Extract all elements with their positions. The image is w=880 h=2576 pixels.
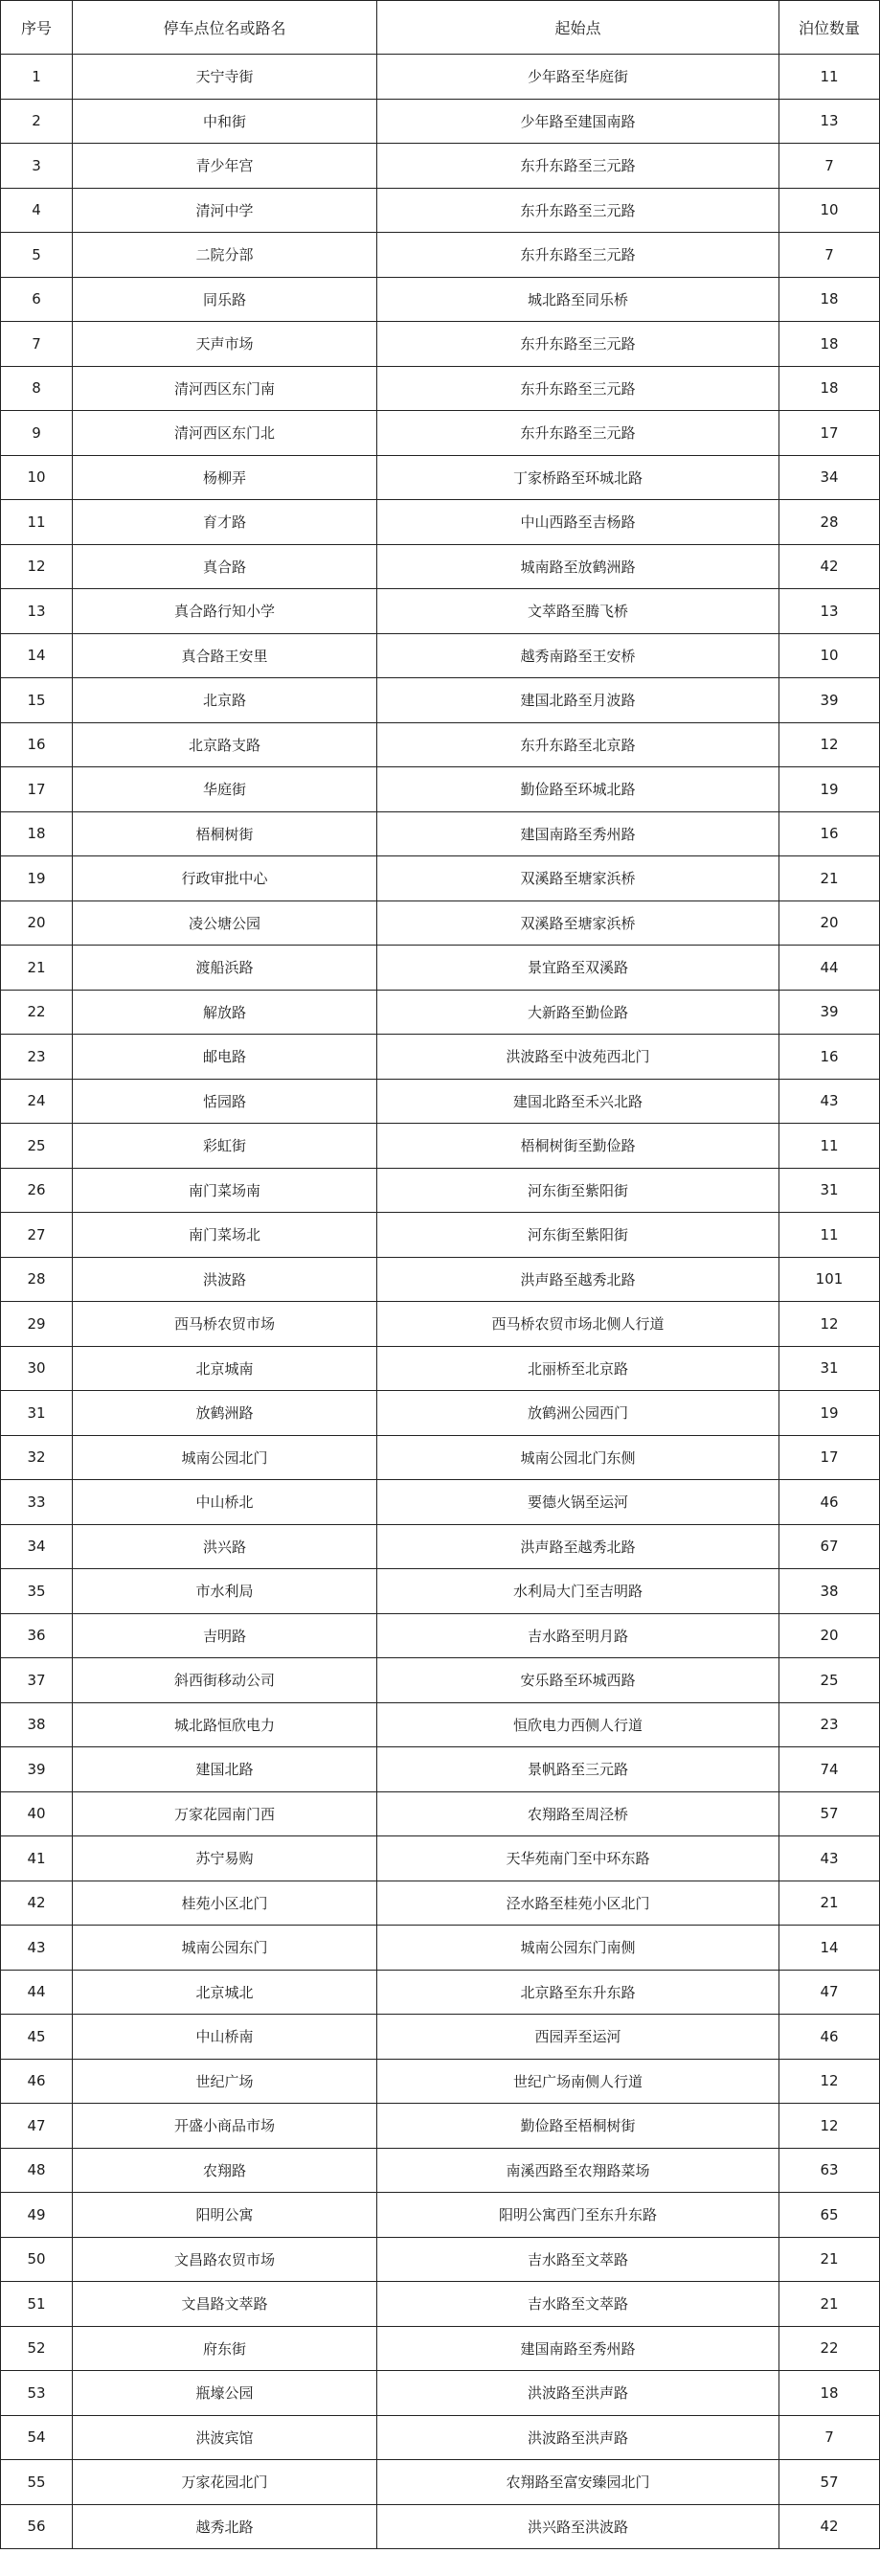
cell-spot-name: 文昌路农贸市场 (73, 2237, 377, 2282)
table-row (1, 1391, 880, 1436)
cell-berth-count: 18 (779, 277, 880, 322)
cell-index: 51 (1, 2282, 73, 2327)
cell-start-end: 洪声路至越秀北路 (377, 1524, 779, 1569)
cell-start-end: 景宜路至双溪路 (377, 946, 779, 991)
cell-start-end: 勤俭路至环城北路 (377, 767, 779, 812)
cell-start-end: 洪波路至洪声路 (377, 2371, 779, 2416)
cell-start-end: 建国南路至秀州路 (377, 811, 779, 856)
cell-index: 23 (1, 1035, 73, 1080)
cell-start-end: 西马桥农贸市场北侧人行道 (377, 1302, 779, 1347)
cell-index: 3 (1, 144, 73, 189)
table-row (1, 455, 880, 500)
cell-index: 55 (1, 2460, 73, 2505)
table-row (1, 1435, 880, 1480)
cell-index: 19 (1, 856, 73, 901)
cell-spot-name: 同乐路 (73, 277, 377, 322)
cell-start-end: 双溪路至塘家浜桥 (377, 900, 779, 946)
table-row (1, 233, 880, 278)
cell-berth-count: 10 (779, 633, 880, 678)
cell-start-end: 双溪路至塘家浜桥 (377, 856, 779, 901)
cell-spot-name: 天宁寺街 (73, 55, 377, 100)
table-row (1, 1524, 880, 1569)
cell-spot-name: 南门菜场北 (73, 1213, 377, 1258)
table-row (1, 633, 880, 678)
cell-spot-name: 渡船浜路 (73, 946, 377, 991)
cell-berth-count: 21 (779, 2282, 880, 2327)
cell-berth-count: 21 (779, 1881, 880, 1926)
table-row (1, 1613, 880, 1658)
cell-berth-count: 11 (779, 1213, 880, 1258)
table-row (1, 1124, 880, 1169)
table-row (1, 411, 880, 456)
cell-start-end: 吉水路至明月路 (377, 1613, 779, 1658)
cell-start-end: 农翔路至周泾桥 (377, 1791, 779, 1836)
cell-berth-count: 18 (779, 322, 880, 367)
table-row (1, 990, 880, 1035)
cell-index: 21 (1, 946, 73, 991)
cell-berth-count: 17 (779, 411, 880, 456)
cell-index: 11 (1, 500, 73, 545)
cell-spot-name: 彩虹街 (73, 1124, 377, 1169)
cell-index: 29 (1, 1302, 73, 1347)
cell-spot-name: 二院分部 (73, 233, 377, 278)
cell-index: 43 (1, 1926, 73, 1971)
table-row (1, 856, 880, 901)
cell-spot-name: 建国北路 (73, 1747, 377, 1792)
cell-spot-name: 开盛小商品市场 (73, 2104, 377, 2149)
table-row (1, 1970, 880, 2015)
table-row (1, 1035, 880, 1080)
cell-berth-count: 19 (779, 1391, 880, 1436)
table-row (1, 144, 880, 189)
table-row (1, 1569, 880, 1614)
cell-berth-count: 20 (779, 900, 880, 946)
cell-spot-name: 瓶壕公园 (73, 2371, 377, 2416)
cell-index: 47 (1, 2104, 73, 2149)
cell-index: 4 (1, 188, 73, 233)
table-row (1, 55, 880, 100)
cell-index: 39 (1, 1747, 73, 1792)
cell-start-end: 少年路至华庭街 (377, 55, 779, 100)
table-row (1, 277, 880, 322)
cell-start-end: 城南公园东门南侧 (377, 1926, 779, 1971)
cell-berth-count: 12 (779, 2059, 880, 2104)
table-row (1, 1658, 880, 1703)
cell-index: 14 (1, 633, 73, 678)
cell-start-end: 世纪广场南侧人行道 (377, 2059, 779, 2104)
cell-berth-count: 31 (779, 1168, 880, 1213)
cell-spot-name: 北京城南 (73, 1346, 377, 1391)
table-row (1, 99, 880, 144)
cell-berth-count: 21 (779, 2237, 880, 2282)
cell-index: 42 (1, 1881, 73, 1926)
cell-berth-count: 23 (779, 1702, 880, 1747)
cell-spot-name: 清河中学 (73, 188, 377, 233)
cell-index: 5 (1, 233, 73, 278)
table-row (1, 1213, 880, 1258)
table-row (1, 500, 880, 545)
table-row (1, 1702, 880, 1747)
cell-spot-name: 凌公塘公园 (73, 900, 377, 946)
cell-start-end: 东升东路至三元路 (377, 233, 779, 278)
cell-index: 45 (1, 2015, 73, 2060)
cell-spot-name: 万家花园南门西 (73, 1791, 377, 1836)
cell-start-end: 建国北路至禾兴北路 (377, 1079, 779, 1124)
cell-index: 46 (1, 2059, 73, 2104)
cell-spot-name: 中山桥南 (73, 2015, 377, 2060)
cell-spot-name: 放鹤洲路 (73, 1391, 377, 1436)
cell-berth-count: 13 (779, 589, 880, 634)
cell-index: 32 (1, 1435, 73, 1480)
cell-index: 18 (1, 811, 73, 856)
cell-start-end: 勤俭路至梧桐树街 (377, 2104, 779, 2149)
cell-spot-name: 清河西区东门北 (73, 411, 377, 456)
cell-index: 24 (1, 1079, 73, 1124)
cell-start-end: 洪波路至中波苑西北门 (377, 1035, 779, 1080)
table-row (1, 2059, 880, 2104)
cell-spot-name: 桂苑小区北门 (73, 1881, 377, 1926)
cell-index: 8 (1, 366, 73, 411)
cell-start-end: 北丽桥至北京路 (377, 1346, 779, 1391)
cell-berth-count: 18 (779, 2371, 880, 2416)
cell-berth-count: 13 (779, 99, 880, 144)
cell-spot-name: 西马桥农贸市场 (73, 1302, 377, 1347)
cell-index: 13 (1, 589, 73, 634)
cell-start-end: 东升东路至三元路 (377, 144, 779, 189)
cell-spot-name: 中和街 (73, 99, 377, 144)
cell-start-end: 东升东路至三元路 (377, 188, 779, 233)
cell-spot-name: 天声市场 (73, 322, 377, 367)
cell-index: 34 (1, 1524, 73, 1569)
table-row (1, 1747, 880, 1792)
cell-index: 26 (1, 1168, 73, 1213)
cell-index: 52 (1, 2326, 73, 2371)
table-body (1, 55, 880, 2549)
cell-spot-name: 洪兴路 (73, 1524, 377, 1569)
cell-spot-name: 万家花园北门 (73, 2460, 377, 2505)
cell-index: 31 (1, 1391, 73, 1436)
cell-start-end: 城北路至同乐桥 (377, 277, 779, 322)
cell-index: 12 (1, 544, 73, 589)
cell-spot-name: 南门菜场南 (73, 1168, 377, 1213)
cell-start-end: 东升东路至三元路 (377, 366, 779, 411)
cell-berth-count: 38 (779, 1569, 880, 1614)
cell-index: 7 (1, 322, 73, 367)
table-row (1, 1257, 880, 1302)
cell-berth-count: 14 (779, 1926, 880, 1971)
table-row (1, 1079, 880, 1124)
cell-spot-name: 城南公园北门 (73, 1435, 377, 1480)
cell-index: 36 (1, 1613, 73, 1658)
cell-spot-name: 文昌路文萃路 (73, 2282, 377, 2327)
cell-start-end: 水利局大门至吉明路 (377, 1569, 779, 1614)
cell-spot-name: 华庭街 (73, 767, 377, 812)
table-row (1, 2371, 880, 2416)
cell-spot-name: 洪波路 (73, 1257, 377, 1302)
table-row (1, 188, 880, 233)
cell-index: 37 (1, 1658, 73, 1703)
cell-berth-count: 39 (779, 990, 880, 1035)
cell-berth-count: 39 (779, 678, 880, 723)
cell-berth-count: 17 (779, 1435, 880, 1480)
table-row (1, 946, 880, 991)
cell-spot-name: 清河西区东门南 (73, 366, 377, 411)
header-berth-count: 泊位数量 (779, 1, 880, 55)
table-row (1, 2015, 880, 2060)
cell-start-end: 阳明公寓西门至东升东路 (377, 2193, 779, 2238)
cell-start-end: 东升东路至三元路 (377, 411, 779, 456)
cell-start-end: 洪兴路至洪波路 (377, 2504, 779, 2549)
cell-berth-count: 7 (779, 144, 880, 189)
cell-spot-name: 城南公园东门 (73, 1926, 377, 1971)
cell-berth-count: 28 (779, 500, 880, 545)
cell-index: 30 (1, 1346, 73, 1391)
cell-index: 41 (1, 1836, 73, 1881)
cell-berth-count: 31 (779, 1346, 880, 1391)
cell-index: 9 (1, 411, 73, 456)
cell-start-end: 天华苑南门至中环东路 (377, 1836, 779, 1881)
cell-spot-name: 越秀北路 (73, 2504, 377, 2549)
cell-index: 20 (1, 900, 73, 946)
cell-spot-name: 农翔路 (73, 2148, 377, 2193)
cell-index: 50 (1, 2237, 73, 2282)
cell-start-end: 丁家桥路至环城北路 (377, 455, 779, 500)
cell-spot-name: 苏宁易购 (73, 1836, 377, 1881)
table-row (1, 2326, 880, 2371)
cell-berth-count: 7 (779, 233, 880, 278)
cell-berth-count: 74 (779, 1747, 880, 1792)
header-index: 序号 (1, 1, 73, 55)
cell-berth-count: 46 (779, 2015, 880, 2060)
table-row (1, 2460, 880, 2505)
cell-berth-count: 43 (779, 1079, 880, 1124)
table-row (1, 2237, 880, 2282)
cell-start-end: 建国南路至秀州路 (377, 2326, 779, 2371)
cell-index: 33 (1, 1480, 73, 1525)
cell-spot-name: 行政审批中心 (73, 856, 377, 901)
table-row (1, 2504, 880, 2549)
cell-berth-count: 25 (779, 1658, 880, 1703)
cell-spot-name: 斜西街移动公司 (73, 1658, 377, 1703)
cell-start-end: 建国北路至月波路 (377, 678, 779, 723)
cell-spot-name: 育才路 (73, 500, 377, 545)
header-start-end: 起始点 (377, 1, 779, 55)
cell-berth-count: 10 (779, 188, 880, 233)
cell-spot-name: 杨柳弄 (73, 455, 377, 500)
cell-berth-count: 46 (779, 1480, 880, 1525)
cell-berth-count: 7 (779, 2415, 880, 2460)
cell-start-end: 城南公园北门东侧 (377, 1435, 779, 1480)
cell-start-end: 放鹤洲公园西门 (377, 1391, 779, 1436)
cell-start-end: 恒欣电力西侧人行道 (377, 1702, 779, 1747)
table-row (1, 2415, 880, 2460)
cell-spot-name: 世纪广场 (73, 2059, 377, 2104)
header-spot-name: 停车点位名或路名 (73, 1, 377, 55)
table-row (1, 1881, 880, 1926)
cell-berth-count: 12 (779, 1302, 880, 1347)
table-row (1, 2104, 880, 2149)
cell-index: 48 (1, 2148, 73, 2193)
cell-start-end: 景帆路至三元路 (377, 1747, 779, 1792)
cell-start-end: 北京路至东升东路 (377, 1970, 779, 2015)
table-row (1, 366, 880, 411)
cell-spot-name: 解放路 (73, 990, 377, 1035)
table-row (1, 900, 880, 946)
table-row (1, 589, 880, 634)
cell-berth-count: 12 (779, 2104, 880, 2149)
cell-index: 17 (1, 767, 73, 812)
cell-index: 27 (1, 1213, 73, 1258)
cell-start-end: 文萃路至腾飞桥 (377, 589, 779, 634)
cell-spot-name: 城北路恒欣电力 (73, 1702, 377, 1747)
cell-index: 2 (1, 99, 73, 144)
cell-index: 10 (1, 455, 73, 500)
cell-start-end: 要德火锅至运河 (377, 1480, 779, 1525)
cell-berth-count: 65 (779, 2193, 880, 2238)
table-row (1, 678, 880, 723)
cell-spot-name: 府东街 (73, 2326, 377, 2371)
cell-spot-name: 真合路行知小学 (73, 589, 377, 634)
cell-spot-name: 市水利局 (73, 1569, 377, 1614)
cell-spot-name: 吉明路 (73, 1613, 377, 1658)
cell-index: 28 (1, 1257, 73, 1302)
cell-index: 38 (1, 1702, 73, 1747)
cell-spot-name: 真合路 (73, 544, 377, 589)
cell-spot-name: 真合路王安里 (73, 633, 377, 678)
cell-berth-count: 16 (779, 811, 880, 856)
cell-berth-count: 42 (779, 544, 880, 589)
cell-index: 15 (1, 678, 73, 723)
cell-spot-name: 中山桥北 (73, 1480, 377, 1525)
cell-spot-name: 恬园路 (73, 1079, 377, 1124)
cell-start-end: 洪声路至越秀北路 (377, 1257, 779, 1302)
cell-start-end: 梧桐树街至勤俭路 (377, 1124, 779, 1169)
cell-berth-count: 12 (779, 722, 880, 767)
cell-start-end: 南溪西路至农翔路菜场 (377, 2148, 779, 2193)
cell-spot-name: 青少年宫 (73, 144, 377, 189)
cell-start-end: 越秀南路至王安桥 (377, 633, 779, 678)
cell-start-end: 吉水路至文萃路 (377, 2237, 779, 2282)
table-row (1, 1346, 880, 1391)
cell-index: 53 (1, 2371, 73, 2416)
cell-index: 54 (1, 2415, 73, 2460)
cell-berth-count: 11 (779, 55, 880, 100)
cell-spot-name: 洪波宾馆 (73, 2415, 377, 2460)
cell-berth-count: 67 (779, 1524, 880, 1569)
cell-start-end: 大新路至勤俭路 (377, 990, 779, 1035)
table-row (1, 1926, 880, 1971)
cell-spot-name: 北京城北 (73, 1970, 377, 2015)
cell-berth-count: 22 (779, 2326, 880, 2371)
cell-index: 25 (1, 1124, 73, 1169)
cell-berth-count: 57 (779, 2460, 880, 2505)
table-row (1, 1791, 880, 1836)
table-header (1, 1, 880, 55)
table-row (1, 1302, 880, 1347)
cell-index: 49 (1, 2193, 73, 2238)
cell-start-end: 城南路至放鹤洲路 (377, 544, 779, 589)
cell-index: 22 (1, 990, 73, 1035)
table-row (1, 322, 880, 367)
cell-start-end: 东升东路至三元路 (377, 322, 779, 367)
cell-berth-count: 21 (779, 856, 880, 901)
cell-start-end: 中山西路至吉杨路 (377, 500, 779, 545)
cell-berth-count: 34 (779, 455, 880, 500)
cell-spot-name: 北京路 (73, 678, 377, 723)
cell-spot-name: 梧桐树街 (73, 811, 377, 856)
table-row (1, 722, 880, 767)
cell-start-end: 吉水路至文萃路 (377, 2282, 779, 2327)
cell-start-end: 东升东路至北京路 (377, 722, 779, 767)
cell-start-end: 泾水路至桂苑小区北门 (377, 1881, 779, 1926)
cell-berth-count: 57 (779, 1791, 880, 1836)
table-row (1, 767, 880, 812)
table-row (1, 544, 880, 589)
cell-spot-name: 阳明公寓 (73, 2193, 377, 2238)
cell-start-end: 西园弄至运河 (377, 2015, 779, 2060)
table-row (1, 1168, 880, 1213)
table-row (1, 811, 880, 856)
cell-index: 40 (1, 1791, 73, 1836)
cell-berth-count: 47 (779, 1970, 880, 2015)
table-row (1, 1480, 880, 1525)
cell-start-end: 河东街至紫阳街 (377, 1213, 779, 1258)
cell-berth-count: 18 (779, 366, 880, 411)
cell-index: 6 (1, 277, 73, 322)
cell-start-end: 河东街至紫阳街 (377, 1168, 779, 1213)
cell-start-end: 洪波路至洪声路 (377, 2415, 779, 2460)
cell-index: 35 (1, 1569, 73, 1614)
cell-berth-count: 44 (779, 946, 880, 991)
cell-index: 44 (1, 1970, 73, 2015)
cell-berth-count: 19 (779, 767, 880, 812)
header-row (1, 1, 880, 55)
cell-start-end: 农翔路至富安臻园北门 (377, 2460, 779, 2505)
cell-start-end: 少年路至建国南路 (377, 99, 779, 144)
cell-index: 16 (1, 722, 73, 767)
cell-berth-count: 63 (779, 2148, 880, 2193)
cell-berth-count: 11 (779, 1124, 880, 1169)
table-row (1, 2282, 880, 2327)
cell-start-end: 安乐路至环城西路 (377, 1658, 779, 1703)
table-row (1, 2193, 880, 2238)
cell-berth-count: 16 (779, 1035, 880, 1080)
cell-index: 1 (1, 55, 73, 100)
cell-berth-count: 42 (779, 2504, 880, 2549)
table-row (1, 2148, 880, 2193)
cell-berth-count: 101 (779, 1257, 880, 1302)
cell-index: 56 (1, 2504, 73, 2549)
cell-spot-name: 邮电路 (73, 1035, 377, 1080)
cell-berth-count: 43 (779, 1836, 880, 1881)
cell-berth-count: 20 (779, 1613, 880, 1658)
table-row (1, 1836, 880, 1881)
cell-spot-name: 北京路支路 (73, 722, 377, 767)
